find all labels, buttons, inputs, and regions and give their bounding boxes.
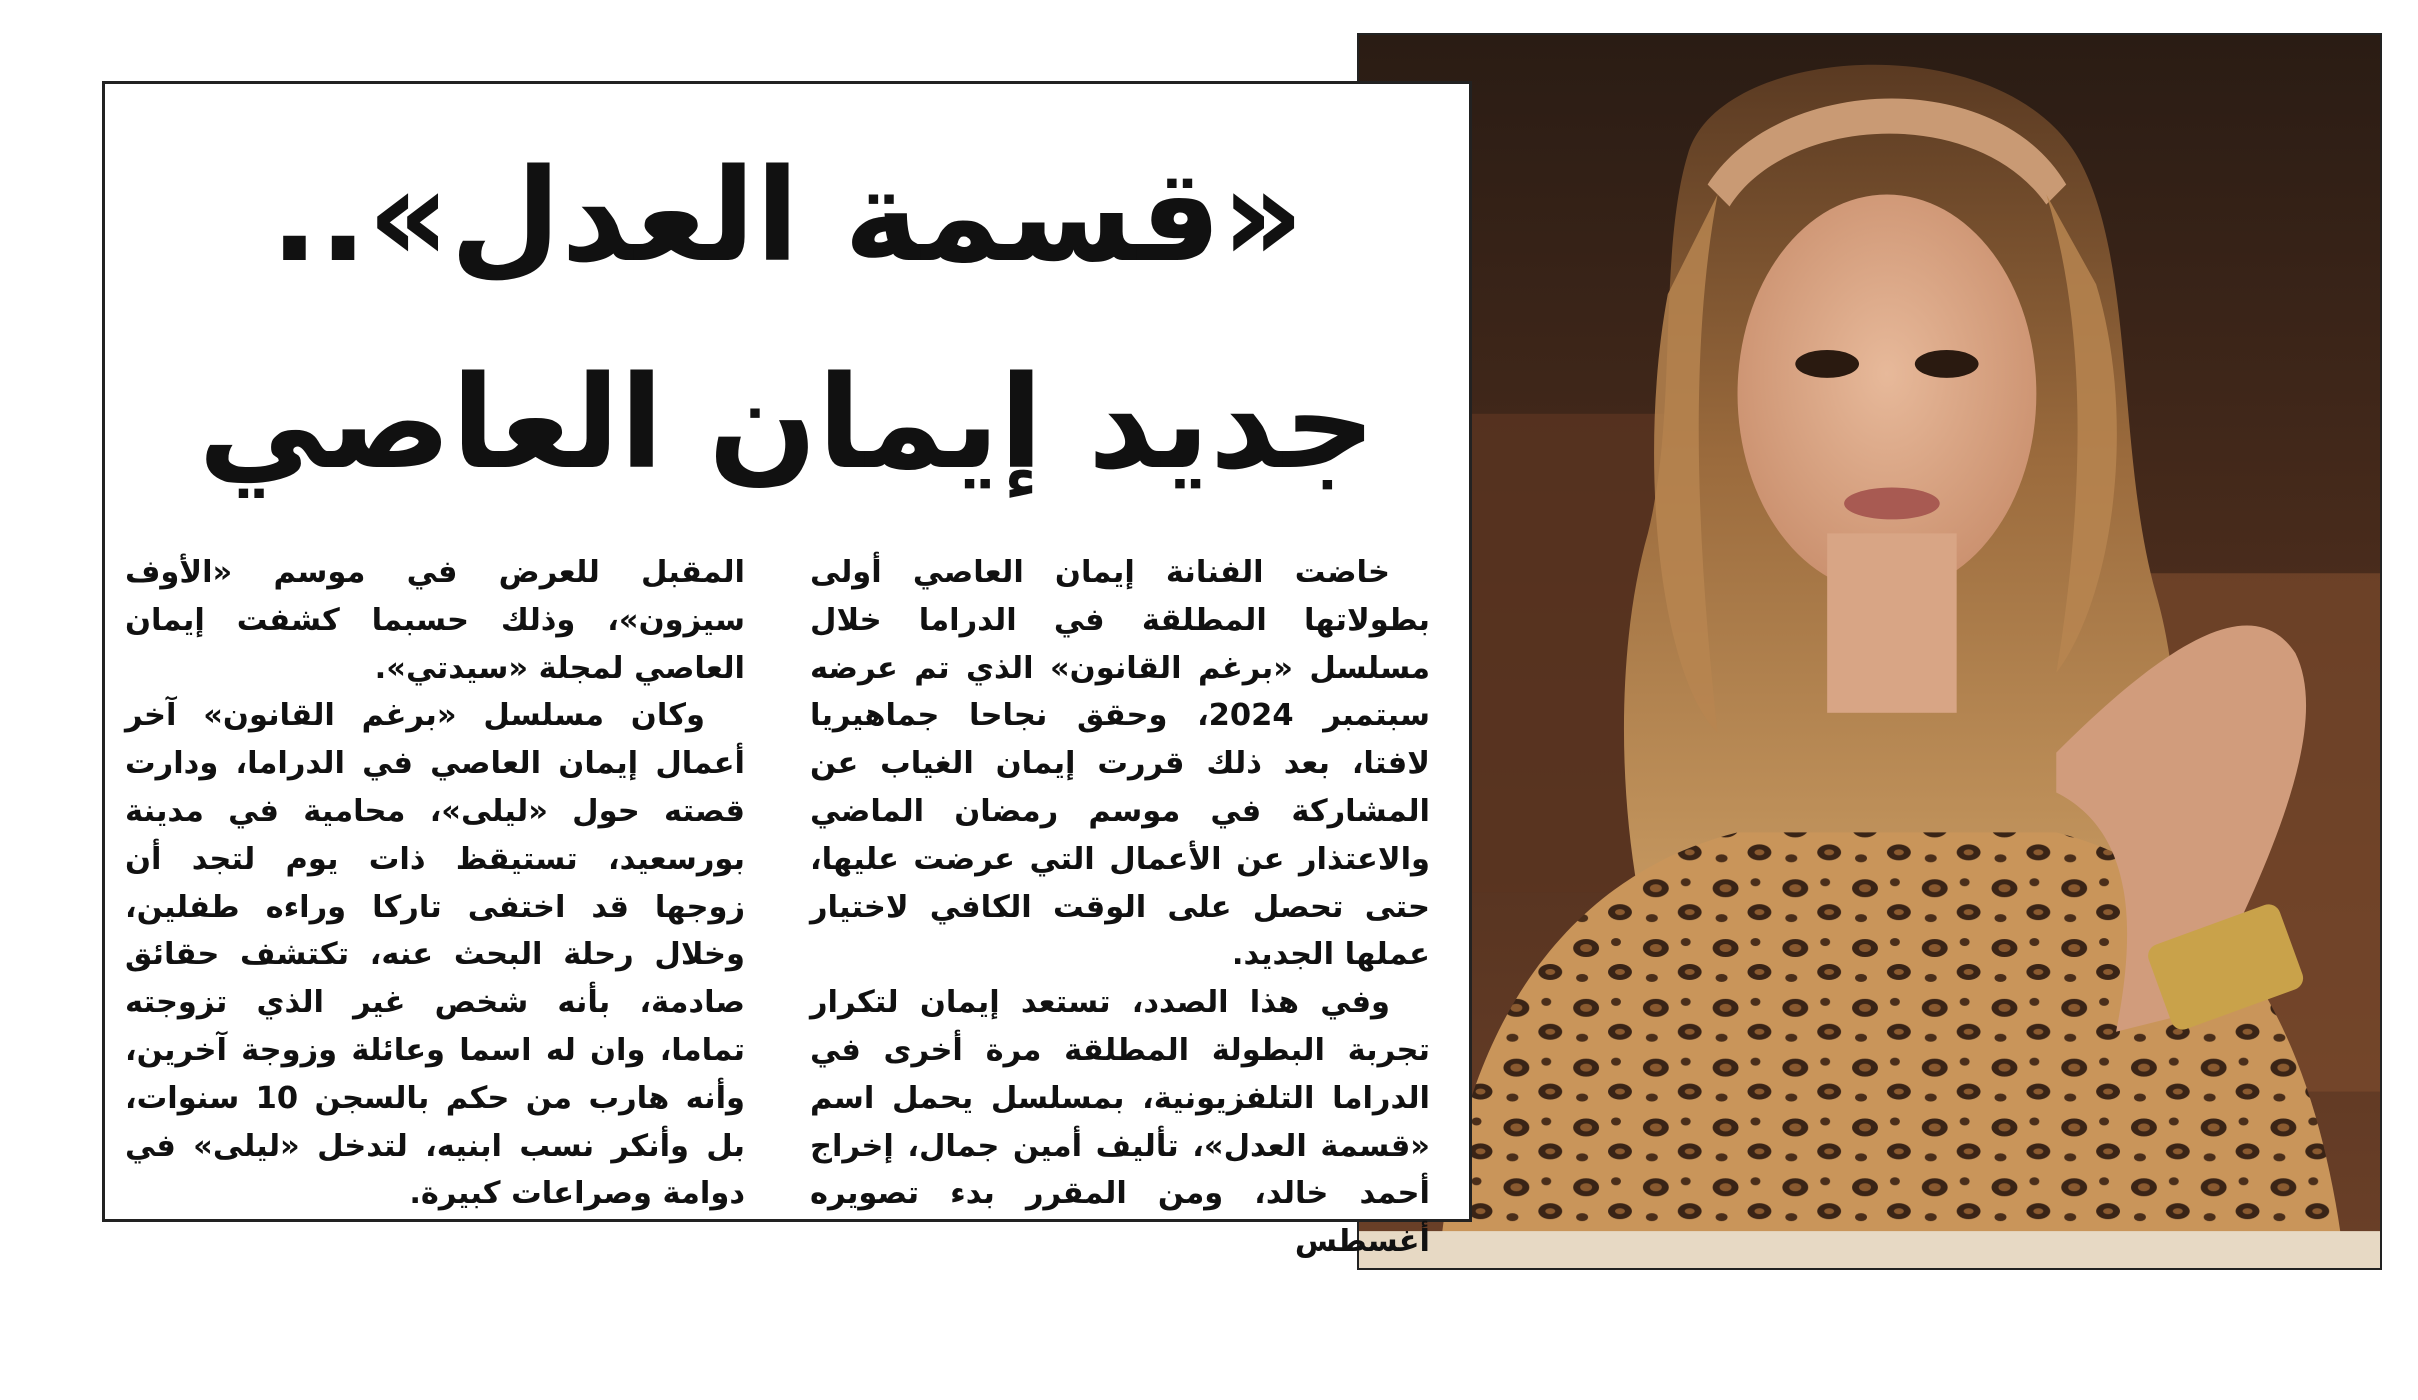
headline-line2: جديد إيمان العاصي [198,349,1376,498]
portrait-image [1359,35,2380,1268]
article-column-left [125,549,745,1218]
paragraph: المقبل للعرض في موسم «الأوف سيزون»، وذلك حسبما كشفت إيمان العاصي لمجلة «سيدتي». [125,555,745,686]
paragraph: خاضت الفنانة إيمان العاصي أولى بطولاتها المطلقة في الدراما خلال مسلسل «برغم القانون» الذي تم عرضه سبتمبر 2024، وحقق نجاحا جماهيريا لافتا، بعد ذلك قررت إيمان الغياب عن المشاركة في موسم رمضان الماضي والاعتذار عن الأعمال التي عرضت عليها، حتى تحصل على الوقت الكافي لاختيار عملها الجديد. [810,555,1430,973]
article-box [102,81,1472,1260]
headline-line1: «قسمة العدل».. [270,142,1304,291]
paragraph: وفي هذا الصدد، تستعد إيمان لتكرار تجربة البطولة المطلقة مرة أخرى في الدراما التلفزيونية، بمسلسل يحمل اسم «قسمة العدل»، تأليف أمين جمال، إخراج أحمد خالد، ومن المقرر بدء تصويره أغسطس [810,985,1430,1260]
paragraph: وكان مسلسل «برغم القانون» آخر أعمال إيمان العاصي في الدراما، ودارت قصته حول «ليلى»، محامية في مدينة بورسعيد، تستيقظ ذات يوم لتجد أن زوجها قد اختفى تاركا وراءه طفلين، وخلال رحلة البحث عنه، تكتشف حقائق صادمة، بأنه شخص غير الذي تزوجته تماما، وان له اسما وعائلة وزوجة آخرين، وأنه هارب من حكم بالسجن 10 سنوات، بل وأنكر نسب ابنيه، لتدخل «ليلى» في دوامة وصراعات كبيرة. [125,698,746,1212]
article-column-right [810,549,1430,1266]
portrait-photo [1357,33,2382,1270]
